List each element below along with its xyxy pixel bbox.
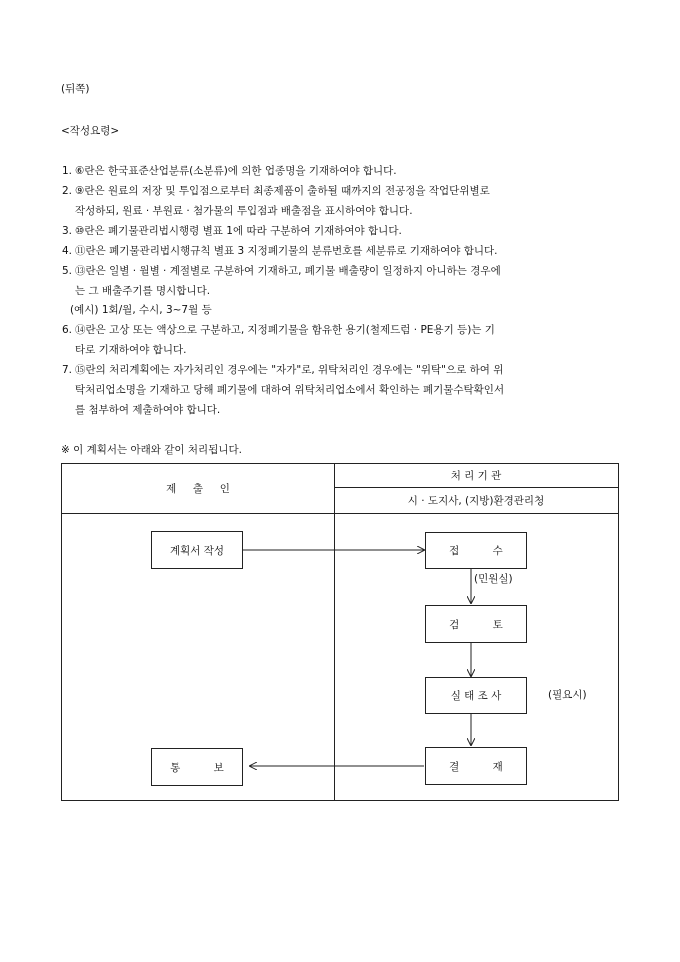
receive-box [425, 532, 527, 569]
notify-box [151, 748, 243, 786]
process-note: ※ 이 계획서는 아래와 같이 처리됩니다. [61, 444, 242, 456]
instruction-7-cont: 탁처리업소명을 기재하고 당해 폐기물에 대하여 위탁처리업소에서 확인하는 폐기물수탁확인서 [75, 384, 505, 396]
review-label: 검 토 [449, 618, 503, 631]
approve-label: 결 재 [449, 760, 503, 773]
instruction-number: 5. [62, 265, 73, 277]
receive-note: (민원실) [474, 573, 513, 585]
applicant-column-header: 제 출 인 [166, 483, 230, 495]
inspect-note: (필요시) [548, 689, 587, 701]
agency-column-header: 처 리 기 관 [450, 470, 502, 482]
instruction-text: ⑩란은 폐기물관리법시행령 별표 1에 따라 구분하여 기재하여야 합니다. [75, 225, 402, 237]
instruction-number: 3. [62, 225, 73, 237]
instruction-text: ⑭란은 고상 또는 액상으로 구분하고, 지정폐기물을 함유한 용기(철제드럼 · PE용기 등)는 기 [75, 324, 495, 336]
instruction-number: 2. [62, 185, 73, 197]
instruction-7-cont2: 를 첨부하여 제출하여야 합니다. [75, 404, 221, 416]
instruction-text: ⑬란은 일별 · 월별 · 계절별로 구분하여 기재하고, 폐기물 배출량이 일정하지 아니하는 경우에 [75, 265, 501, 277]
review-box [425, 605, 527, 643]
instruction-5-example: (예시) 1회/월, 수시, 3~7월 등 [70, 304, 212, 316]
approve-box [425, 747, 527, 785]
agency-column-subheader: 시 · 도지사, (지방)환경관리청 [407, 495, 545, 507]
receive-label: 접 수 [449, 545, 503, 557]
instruction-number: 7. [62, 364, 73, 376]
instruction-text: ⑨란은 원료의 저장 및 투입점으로부터 최종제품이 출하될 때까지의 전공정을 작업단위별로 [75, 185, 490, 197]
guide-title: <작성요령> [61, 125, 120, 137]
instruction-number: 1. [62, 165, 73, 177]
instruction-text: ⑮란의 처리계획에는 자가처리인 경우에는 "자가"로, 위탁처리인 경우에는 "위탁"으로 하여 위 [75, 364, 504, 376]
instruction-5-cont: 는 그 배출주기를 명시합니다. [75, 285, 211, 297]
instruction-number: 4. [62, 245, 73, 257]
inspect-box [425, 677, 527, 714]
instruction-number: 6. [62, 324, 73, 336]
instruction-6-cont: 타로 기재하여야 합니다. [75, 344, 187, 356]
notify-label: 통 보 [170, 761, 224, 774]
instruction-text: ⑪란은 폐기물관리법시행규칙 별표 3 지정폐기물의 분류번호를 세분류로 기재하여야 합니다. [75, 245, 498, 257]
write-plan-label: 계획서 작성 [169, 544, 225, 557]
instruction-2-cont: 작성하되, 원료 · 부원료 · 첨가물의 투입점과 배출점을 표시하여야 합니다. [75, 205, 413, 217]
instruction-text: ⑥란은 한국표준산업분류(소분류)에 의한 업종명을 기재하여야 합니다. [75, 165, 397, 177]
write-plan-box [151, 531, 243, 569]
back-page-label: (뒤쪽) [61, 83, 90, 95]
inspect-label: 실 태 조 사 [450, 690, 502, 702]
